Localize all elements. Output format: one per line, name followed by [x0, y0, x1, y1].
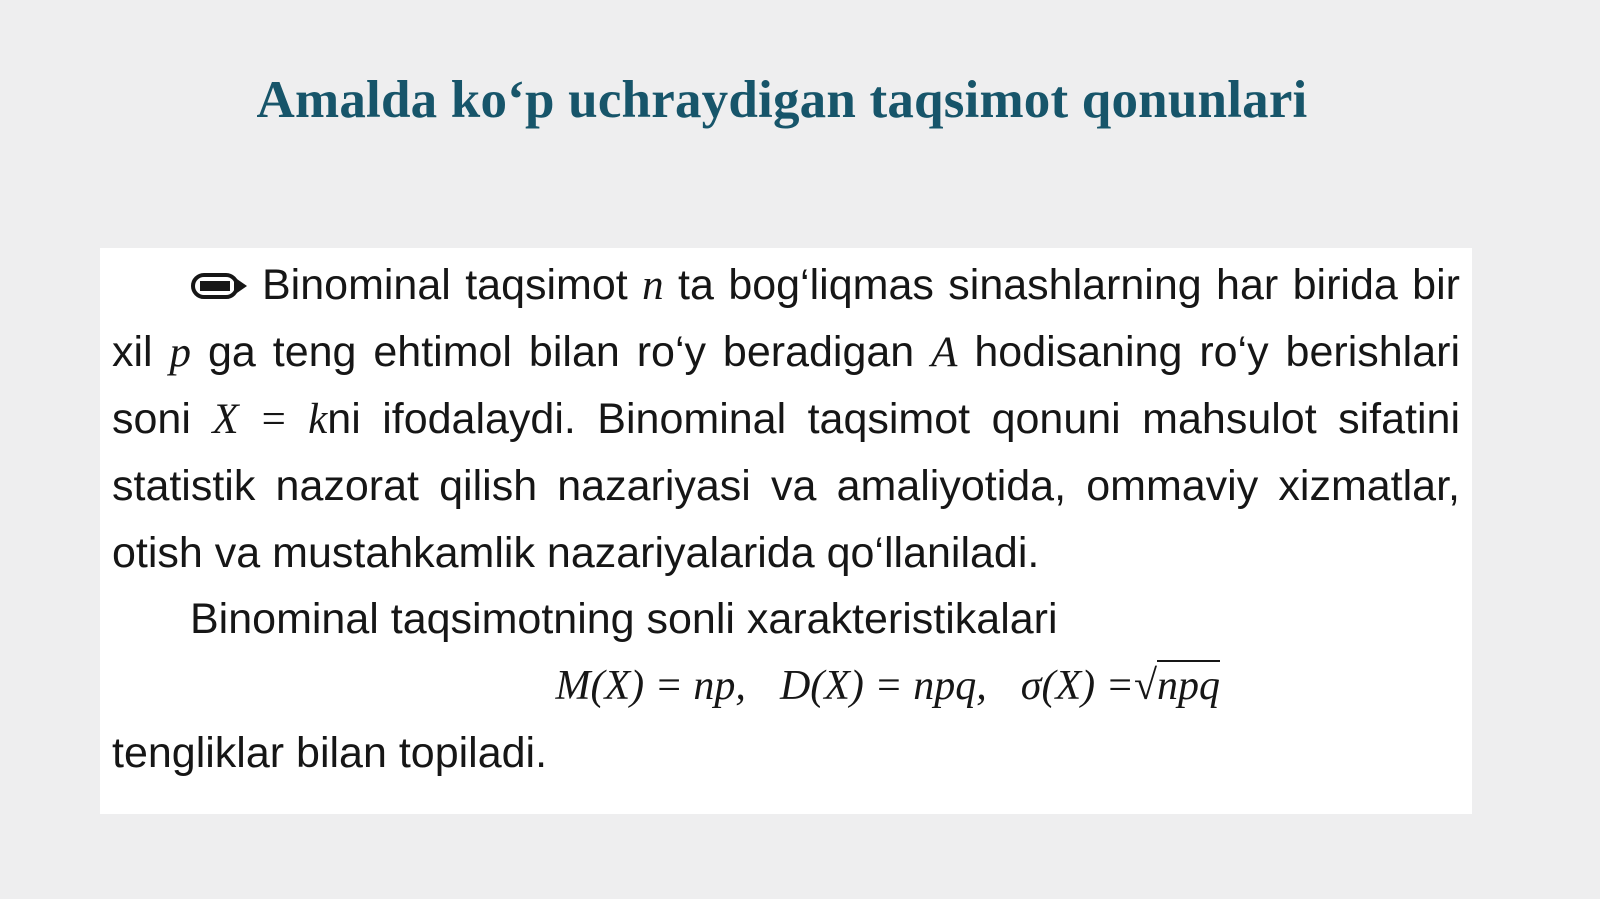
var-p: p	[169, 329, 192, 376]
text-run: ni ifodalaydi. Binominal taqsimot qonuni mahsulot sifatini statistik nazorat qilish nazariyasi va amaliyotida, ommaviy xizmatlar, otish va mustahkamlik nazariyalarida qo‘llaniladi.	[112, 395, 1460, 577]
slide-title: Amalda ko‘p uchraydigan taqsimot qonunlari	[256, 71, 1308, 129]
formula-line	[100, 653, 1220, 720]
text-run: hodisaning ro‘y berishlari soni	[112, 328, 1460, 443]
textbook-excerpt	[100, 248, 1472, 814]
paragraph-definition	[112, 252, 1460, 587]
closing-sentence: tengliklar bilan topiladi.	[112, 729, 548, 777]
sqrt-sign: √	[1133, 663, 1157, 709]
text-run: ta bog‘liqmas sinashlarning har birida bir xil	[112, 261, 1460, 376]
var-n: n	[642, 262, 664, 309]
text-run: ga teng ehtimol bilan ro‘y beradigan	[191, 328, 932, 376]
text-run: Binominal taqsimot	[262, 261, 643, 309]
formula-variance: D(X) = npq,	[779, 663, 987, 709]
var-A: A	[931, 329, 958, 376]
expr-x-equals-k: X = k	[212, 396, 328, 443]
formula-std-radicand: npq	[1157, 660, 1220, 710]
formula-std-lhs: σ(X) =	[1020, 663, 1134, 709]
paragraph-characteristics: Binominal taqsimotning sonli xarakteristikalari	[190, 595, 1058, 643]
formula-mean: M(X) = np,	[555, 663, 746, 709]
pencil-icon	[190, 269, 250, 303]
